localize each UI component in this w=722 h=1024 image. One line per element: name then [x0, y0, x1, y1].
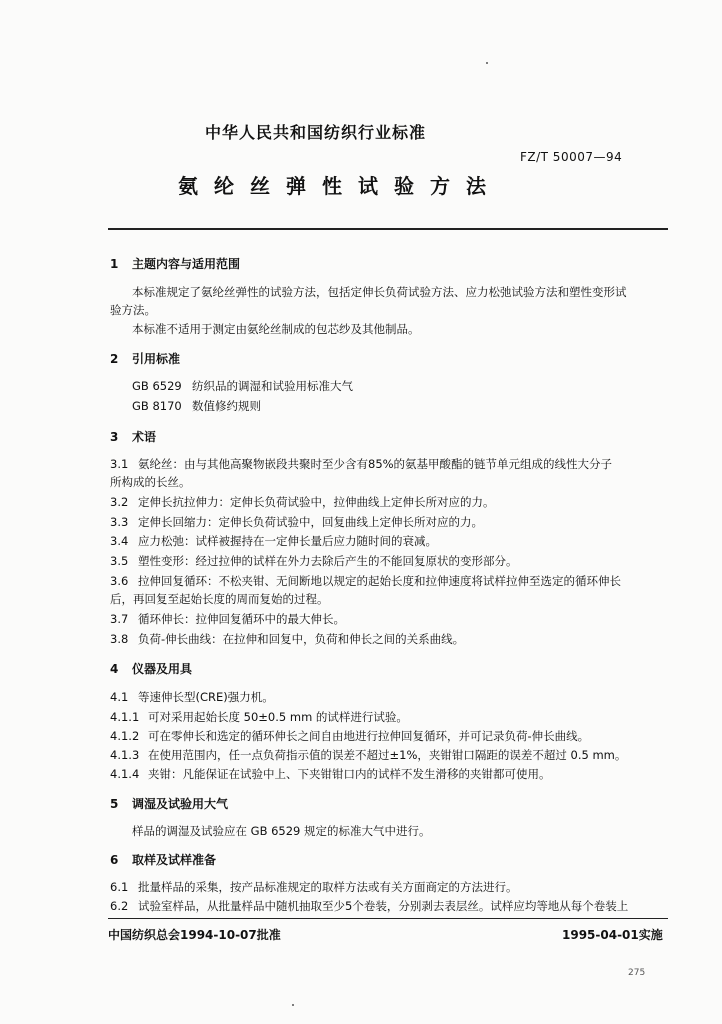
header-divider [108, 228, 668, 230]
section-heading-2: 2 引用标准 [110, 352, 181, 366]
section-1-paragraph-1-line-2: 验方法。 [110, 303, 156, 317]
section-5-paragraph: 样品的调湿及试验应在 GB 6529 规定的标准大气中进行。 [132, 824, 431, 838]
term-item: 3.2 定伸长抗拉伸力：定伸长负荷试验中，拉伸曲线上定伸长所对应的力。 [110, 495, 495, 509]
instrument-item: 4.1.2 可在零伸长和选定的循环伸长之间自由地进行拉伸回复循环，并可记录负荷-伸长曲线。 [110, 729, 590, 743]
page-number: 275 [628, 968, 646, 978]
issuing-body-title: 中华人民共和国纺织行业标准 [205, 123, 427, 142]
sampling-item: 6.2 试验室样品，从批量样品中随机抽取至少5个卷装，分别剥去表层丝。试样应均等地从每个卷装上 [110, 899, 629, 913]
term-item: 3.8 负荷-伸长曲线：在拉伸和回复中，负荷和伸长之间的关系曲线。 [110, 632, 465, 646]
term-item: 3.6 拉伸回复循环：不松夹钳、无间断地以规定的起始长度和拉伸速度将试样拉伸至选定的循环伸长 [110, 574, 621, 588]
term-item-continuation: 所构成的长丝。 [110, 475, 191, 489]
instrument-item: 4.1.3 在使用范围内，任一点负荷指示值的误差不超过±1%，夹钳钳口隔距的误差不超过 0.5 mm。 [110, 748, 627, 762]
term-item: 3.4 应力松弛：试样被握持在一定伸长量后应力随时间的衰减。 [110, 534, 437, 548]
reference-item: GB 6529 纺织品的调湿和试验用标准大气 [132, 379, 353, 393]
scan-speck [486, 62, 488, 64]
instrument-item: 4.1 等速伸长型(CRE)强力机。 [110, 690, 274, 704]
section-heading-3: 3 术语 [110, 430, 157, 444]
section-heading-4: 4 仪器及用具 [110, 662, 193, 676]
scan-speck [292, 1004, 294, 1006]
term-item: 3.5 塑性变形：经过拉伸的试样在外力去除后产生的不能回复原状的变形部分。 [110, 554, 518, 568]
term-item-continuation: 后，再回复至起始长度的周而复始的过程。 [110, 592, 329, 606]
document-title: 氨纶丝弹性试验方法 [178, 174, 502, 198]
section-heading-5: 5 调湿及试验用大气 [110, 797, 229, 811]
sampling-item: 6.1 批量样品的采集，按产品标准规定的取样方法或有关方面商定的方法进行。 [110, 880, 518, 894]
section-heading-6: 6 取样及试样准备 [110, 853, 217, 867]
section-1-paragraph-2: 本标准不适用于测定由氨纶丝制成的包芯纱及其他制品。 [132, 322, 420, 336]
term-item: 3.7 循环伸长：拉伸回复循环中的最大伸长。 [110, 612, 345, 626]
section-heading-1: 1 主题内容与适用范围 [110, 257, 241, 271]
instrument-item: 4.1.4 夹钳：凡能保证在试验中上、下夹钳钳口内的试样不发生滑移的夹钳都可使用。 [110, 767, 551, 781]
term-item: 3.1 氨纶丝：由与其他高聚物嵌段共聚时至少含有85%的氨基甲酸酯的链节单元组成的线性大分子 [110, 457, 613, 471]
section-1-paragraph-1-line-1: 本标准规定了氨纶丝弹性的试验方法，包括定伸长负荷试验方法、应力松弛试验方法和塑性变形试 [132, 285, 627, 299]
standard-code: FZ/T 50007—94 [520, 150, 623, 164]
reference-item: GB 8170 数值修约规则 [132, 399, 261, 413]
implementation-date: 1995-04-01实施 [562, 928, 663, 942]
instrument-item: 4.1.1 可对采用起始长度 50±0.5 mm 的试样进行试验。 [110, 710, 408, 724]
approval-line: 中国纺织总会1994-10-07批准 [108, 928, 281, 942]
term-item: 3.3 定伸长回缩力：定伸长负荷试验中，回复曲线上定伸长所对应的力。 [110, 515, 483, 529]
footer-divider [108, 918, 668, 919]
